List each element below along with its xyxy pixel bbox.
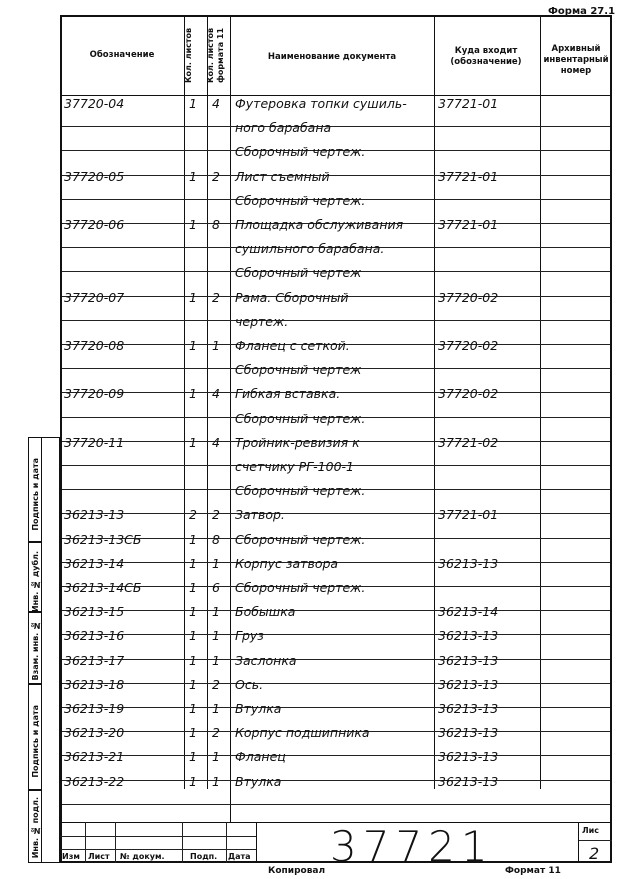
row-name: Втулка — [235, 773, 282, 789]
row-name: Корпус затвора — [235, 555, 339, 571]
row-designation: 37720-05 — [64, 168, 125, 184]
title-block-line — [578, 840, 612, 841]
row-fmt: 2 — [212, 289, 220, 305]
row-where: 37721-01 — [438, 217, 499, 232]
row-sheets: 1 — [189, 628, 197, 644]
row-fmt: 4 — [212, 434, 220, 450]
row-fmt: 1 — [212, 555, 220, 571]
header-name: Наименование документа — [267, 52, 397, 62]
row-name: Сборочный чертеж. — [235, 410, 366, 426]
row-fmt: 4 — [212, 96, 220, 111]
row-where: 36213-13 — [438, 628, 499, 644]
row-sheets: 1 — [189, 652, 197, 668]
footer-copied: Копировал — [268, 866, 326, 876]
row-fmt: 8 — [212, 531, 220, 547]
row-designation: 37720-09 — [64, 386, 125, 402]
row-designation: 37720-06 — [64, 217, 125, 232]
row-name: Затвор. — [235, 507, 285, 523]
row-fmt: 1 — [212, 749, 220, 765]
row-name: Фланец — [235, 749, 286, 765]
row-fmt: 2 — [212, 676, 220, 692]
row-name: Корпус подшипника — [235, 725, 370, 741]
row-sheets: 1 — [189, 773, 197, 789]
col-divider — [230, 17, 231, 823]
row-where: 37721-01 — [438, 96, 499, 111]
row-designation: 36213-20 — [64, 725, 125, 741]
row-name: Заслонка — [235, 652, 297, 668]
row-designation: 36213-16 — [64, 628, 125, 644]
sheet-label: Лис — [582, 826, 599, 835]
row-designation: 36213-22 — [64, 773, 125, 789]
title-sign: Подп. — [190, 852, 218, 861]
row-sheets: 1 — [189, 676, 197, 692]
row-sheets: 1 — [189, 217, 197, 232]
row-sheets: 1 — [189, 580, 197, 595]
row-where: 37721-01 — [438, 507, 499, 523]
row-where: 37720-02 — [438, 386, 499, 402]
side-stamp-dupl: Инв. № дубл. — [28, 542, 42, 612]
row-name: Фланец с сеткой. — [235, 338, 350, 353]
title-block-divider — [182, 822, 183, 863]
row-fmt: 1 — [212, 652, 220, 668]
header-where-used: Куда входит (обозначение) — [450, 46, 522, 67]
footer-format: Формат 11 — [505, 866, 561, 876]
row-sheets: 1 — [189, 531, 197, 547]
row-where: 37720-02 — [438, 289, 499, 305]
row-designation: 36213-21 — [64, 749, 125, 765]
title-doc-no: № докум. — [120, 852, 165, 861]
row-sheets: 1 — [189, 434, 197, 450]
row-fmt: 1 — [212, 773, 220, 789]
row-where: 36213-13 — [438, 773, 499, 789]
title-block-divider — [85, 822, 86, 863]
side-stamp-strip — [42, 437, 60, 863]
row-name: Сборочный чертеж. — [235, 483, 366, 499]
row-fmt: 6 — [212, 580, 220, 595]
row-name: Втулка — [235, 701, 282, 716]
form-label: Форма 27.1 — [548, 6, 616, 17]
row-sheets: 1 — [189, 725, 197, 741]
row-where: 36213-14 — [438, 604, 499, 620]
header-archive: Архивный инвентарный номер — [543, 44, 609, 76]
row-fmt: 4 — [212, 386, 220, 402]
row-fmt: 1 — [212, 701, 220, 716]
row-name: счетчику РГ-100-1 — [235, 459, 354, 474]
row-designation: 36213-13СБ — [64, 531, 142, 547]
col-divider — [540, 17, 541, 789]
title-block-divider — [115, 822, 116, 863]
row-sheets: 1 — [189, 96, 197, 111]
row-name: сушильного барабана. — [235, 241, 385, 257]
row-fmt: 2 — [212, 725, 220, 741]
row-designation: 36213-19 — [64, 701, 125, 716]
row-designation: 36213-17 — [64, 652, 125, 668]
row-sheets: 1 — [189, 555, 197, 571]
row-name: Лист съемный — [235, 168, 330, 184]
row-fmt: 2 — [212, 507, 220, 523]
row-where: 36213-13 — [438, 701, 499, 716]
title-block-divider — [256, 822, 257, 863]
col-divider — [207, 17, 208, 789]
row-name: Площадка обслуживания — [235, 217, 404, 232]
row-name: Бобышка — [235, 604, 296, 620]
row-fmt: 1 — [212, 604, 220, 620]
row-designation: 37720-07 — [64, 289, 125, 305]
row-sheets: 1 — [189, 604, 197, 620]
side-stamp-orig: Инв. № подл. — [28, 790, 42, 863]
row-name: Сборочный чертеж. — [235, 144, 366, 160]
row-designation: 36213-13 — [64, 507, 125, 523]
row-name: Сборочный чертеж. — [235, 531, 366, 547]
side-stamp-sign-date-bottom: Подпись и дата — [28, 684, 42, 790]
row-sheets: 1 — [189, 289, 197, 305]
row-sheets: 1 — [189, 749, 197, 765]
row-name: Сборочный чертеж. — [235, 192, 366, 208]
row-where: 37721-01 — [438, 168, 499, 184]
row-fmt: 8 — [212, 217, 220, 232]
row-designation: 36213-14СБ — [64, 580, 142, 595]
side-stamp-sign-date-top: Подпись и дата — [28, 437, 42, 542]
row-name: чертеж. — [235, 313, 289, 329]
row-sheets: 1 — [189, 338, 197, 353]
row-fmt: 1 — [212, 338, 220, 353]
side-stamp-replace: Взам. инв. № — [28, 612, 42, 684]
row-name: Сборочный чертеж — [235, 265, 362, 281]
title-block-divider — [226, 822, 227, 863]
row-designation: 36213-18 — [64, 676, 125, 692]
row-name: Сборочный чертеж — [235, 362, 362, 378]
row-where: 37721-02 — [438, 434, 499, 450]
row-where: 36213-13 — [438, 555, 499, 571]
header-designation: Обозначение — [89, 50, 155, 60]
row-designation: 37720-11 — [64, 434, 125, 450]
row-name: Рама. Сборочный — [235, 289, 349, 305]
row-name: Ось. — [235, 676, 264, 692]
row-sheets: 1 — [189, 386, 197, 402]
row-designation: 36213-14 — [64, 555, 125, 571]
row-where: 36213-13 — [438, 725, 499, 741]
row-name: Груз — [235, 628, 264, 644]
row-where: 37720-02 — [438, 338, 499, 353]
row-name: Сборочный чертеж. — [235, 580, 366, 595]
row-fmt: 2 — [212, 168, 220, 184]
row-sheets: 2 — [189, 507, 197, 523]
row-designation: 37720-04 — [64, 96, 125, 111]
row-name: Гибкая вставка. — [235, 386, 341, 402]
row-fmt: 1 — [212, 628, 220, 644]
row-line — [62, 804, 610, 805]
sheet-value: 2 — [589, 844, 600, 863]
row-designation: 36213-15 — [64, 604, 125, 620]
row-where: 36213-13 — [438, 652, 499, 668]
title-list: Лист — [88, 852, 110, 861]
document-number: 37721 — [330, 822, 494, 871]
row-name: Футеровка топки сушиль- — [235, 96, 407, 111]
title-date: Дата — [228, 852, 251, 861]
header-sheets: Кол. листов — [184, 27, 193, 83]
row-sheets: 1 — [189, 701, 197, 716]
title-block-divider — [578, 822, 579, 863]
row-where: 36213-13 — [438, 749, 499, 765]
title-izm: Изм — [62, 852, 80, 861]
col-divider — [184, 17, 185, 789]
header-format: Кол. листов формата 11 — [206, 27, 225, 83]
row-where: 36213-13 — [438, 676, 499, 692]
row-name: Тройник-ревизия к — [235, 434, 360, 450]
row-name: ного барабана — [235, 120, 332, 136]
row-designation: 37720-08 — [64, 338, 125, 353]
row-sheets: 1 — [189, 168, 197, 184]
